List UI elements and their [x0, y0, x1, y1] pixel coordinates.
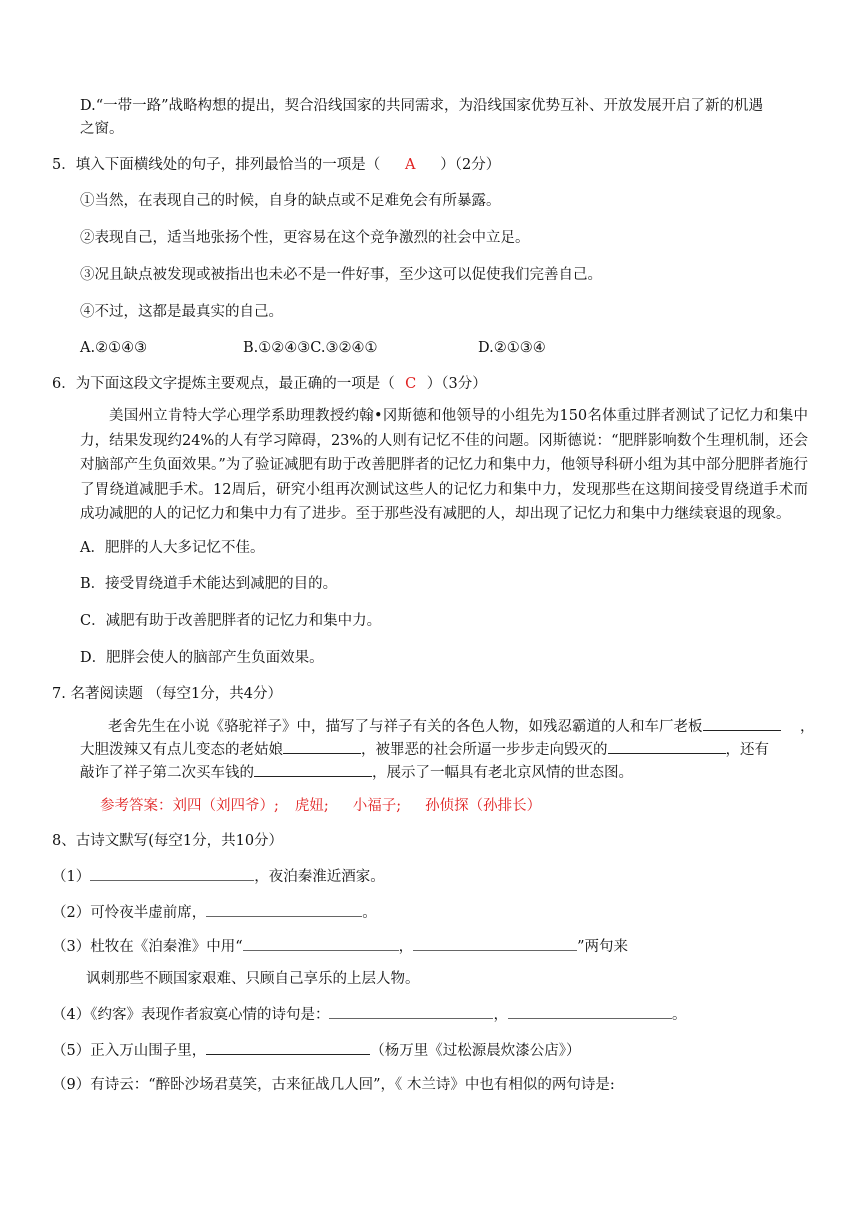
q8-line-2-text: （2）可怜夜半虚前席， [52, 905, 207, 921]
q8-blank-3[interactable] [243, 936, 399, 951]
q6-option-a: A．肥胖的人大多记忆不佳。 [80, 540, 265, 556]
q6-option-c: C．减肥有助于改善肥胖者的记忆力和集中力。 [80, 613, 382, 629]
q5-sentence-2: ②表现自己，适当地张扬个性，更容易在这个竞争激烈的社会中立足。 [80, 230, 530, 246]
q7-line-3 [80, 762, 633, 783]
q7-answer-1: 刘四（刘四爷）; [172, 798, 279, 814]
q7-text-1-end: ， [800, 719, 815, 735]
q5-option-d: D.②①③④ [478, 340, 546, 356]
q6-option-b: B．接受胃绕道手术能达到减肥的目的。 [80, 576, 338, 592]
q5-stem [52, 155, 500, 175]
q8-line-1 [52, 866, 385, 887]
q8-line-3a: （3）杜牧在《泊秦淮》中用“ [52, 939, 243, 955]
q6-passage: 美国州立肯特大学心理学系助理教授约翰•冈斯德和他领导的小组先为150名体重过胖者测试了记忆力和集中力，结果发现约24%的人有学习障碍，23%的人则有记忆不佳的问题。冈斯德说：“肥胖影响数个生理机制，还会对脑部产生负面效果。”为了验证减肥有助于改善肥胖者的记忆力和集中力，他领导科研小组为其中部分肥胖者施行了胃绕道减肥手术。12周后，研究小组再次测试这些人的记忆力和集中力，发现那些在这期间接受胃绕道手术而成功减肥的人的记忆力和集中力有了进步。至于那些没有减肥的人，却出现了记忆力和集中力继续衰退的现象。 [80, 408, 808, 522]
q6-answer: C [405, 376, 417, 392]
q5-sentence-1: ①当然，在表现自己的时候，自身的缺点或不足难免会有所暴露。 [80, 193, 501, 209]
q4-option-d-line2: 之窗。 [80, 121, 124, 137]
q8-blank-7[interactable] [206, 1040, 370, 1055]
q7-text-2b: ，被罪恶的社会所逼一步步走向毁灭的 [361, 742, 608, 758]
q8-line-1-num: （1） [52, 869, 91, 885]
q8-blank-6[interactable] [508, 1004, 672, 1019]
q7-text-3a: 敲诈了祥子第二次买车钱的 [80, 765, 254, 781]
q8-line-3-cont: 讽刺那些不顾国家艰难、只顾自己享乐的上层人物。 [86, 971, 420, 987]
q6-stem [52, 374, 487, 394]
q6-stem-prefix: 6．为下面这段文字提炼主要观点，最正确的一项是（ [52, 376, 395, 392]
q7-text-3b: ，展示了一幅具有老北京风情的世态图。 [372, 765, 633, 781]
q8-line-5a: （5）正入万山围子里， [52, 1043, 207, 1059]
q8-line-4a: （4）《约客》表现作者寂寞心情的诗句是： [52, 1007, 330, 1023]
q5-sentence-4: ④不过，这都是最真实的自己。 [80, 304, 283, 320]
q8-line-2-end: 。 [362, 905, 377, 921]
q8-line-5 [52, 1040, 580, 1061]
q6-option-d: D．肥胖会使人的脑部产生负面效果。 [80, 650, 324, 666]
q7-text-2c: ，还有 [725, 742, 769, 758]
q7-line-2 [80, 739, 769, 760]
q8-line-1-text: ，夜泊秦淮近酒家。 [254, 869, 385, 885]
q7-answer-line [100, 796, 541, 816]
q8-line-3 [52, 936, 628, 957]
q5-sentence-3: ③况且缺点被发现或被指出也未必不是一件好事，至少这可以促使我们完善自己。 [80, 267, 602, 283]
q8-line-4c: 。 [671, 1007, 687, 1023]
q8-stem: 8、古诗文默写(每空1分，共10分） [52, 833, 284, 849]
q8-blank-5[interactable] [329, 1004, 493, 1019]
q8-line-2 [52, 902, 377, 923]
q8-blank-1[interactable] [90, 866, 254, 881]
q7-answer-label: 参考答案： [100, 798, 173, 814]
q5-stem-suffix: ）（2分） [440, 157, 501, 173]
q7-answer-4: 孙侦探（孙排长） [425, 798, 542, 814]
q8-line-4 [52, 1004, 686, 1025]
q8-blank-4[interactable] [413, 936, 577, 951]
q7-answer-2: 虎妞; [294, 798, 329, 814]
q7-text-2a: 大胆泼辣又有点儿变态的老姑娘 [80, 742, 283, 758]
q5-option-bc: B.①②④③C.③②④① [243, 340, 378, 356]
q7-blank-4[interactable] [254, 762, 372, 777]
q8-line-3c: ”两句来 [577, 939, 629, 955]
q7-text-1: 老舍先生在小说《骆驼祥子》中，描写了与祥子有关的各色人物，如残忍霸道的人和车厂老板 [108, 719, 703, 735]
q5-stem-prefix: 5．填入下面横线处的句子，排列最恰当的一项是（ [52, 157, 381, 173]
q7-line-1 [108, 716, 815, 737]
q8-line-9: （9）有诗云：“醉卧沙场君莫笑，古来征战几人回”，《 木兰诗》中也有相似的两句诗是: [52, 1077, 615, 1093]
q7-blank-3[interactable] [608, 739, 726, 754]
q5-option-a: A.②①④③ [80, 340, 148, 356]
q8-blank-2[interactable] [206, 902, 362, 917]
q7-blank-2[interactable] [283, 739, 361, 754]
q8-line-4b: ， [493, 1007, 508, 1023]
q8-line-5b: （杨万里《过松源晨炊漆公店》） [370, 1043, 581, 1059]
q8-line-3b: ， [398, 939, 414, 955]
q7-stem: 7. 名著阅读题 （每空1分，共4分） [52, 686, 283, 702]
q4-option-d-line1: D.“一带一路”战略构想的提出，契合沿线国家的共同需求，为沿线国家优势互补、开放发展开启了新的机遇 [80, 98, 764, 114]
q5-answer: A [404, 157, 416, 173]
q7-blank-1[interactable] [703, 716, 781, 731]
q6-stem-suffix: ）（3分） [426, 376, 487, 392]
q7-answer-3: 小福子; [352, 798, 402, 814]
